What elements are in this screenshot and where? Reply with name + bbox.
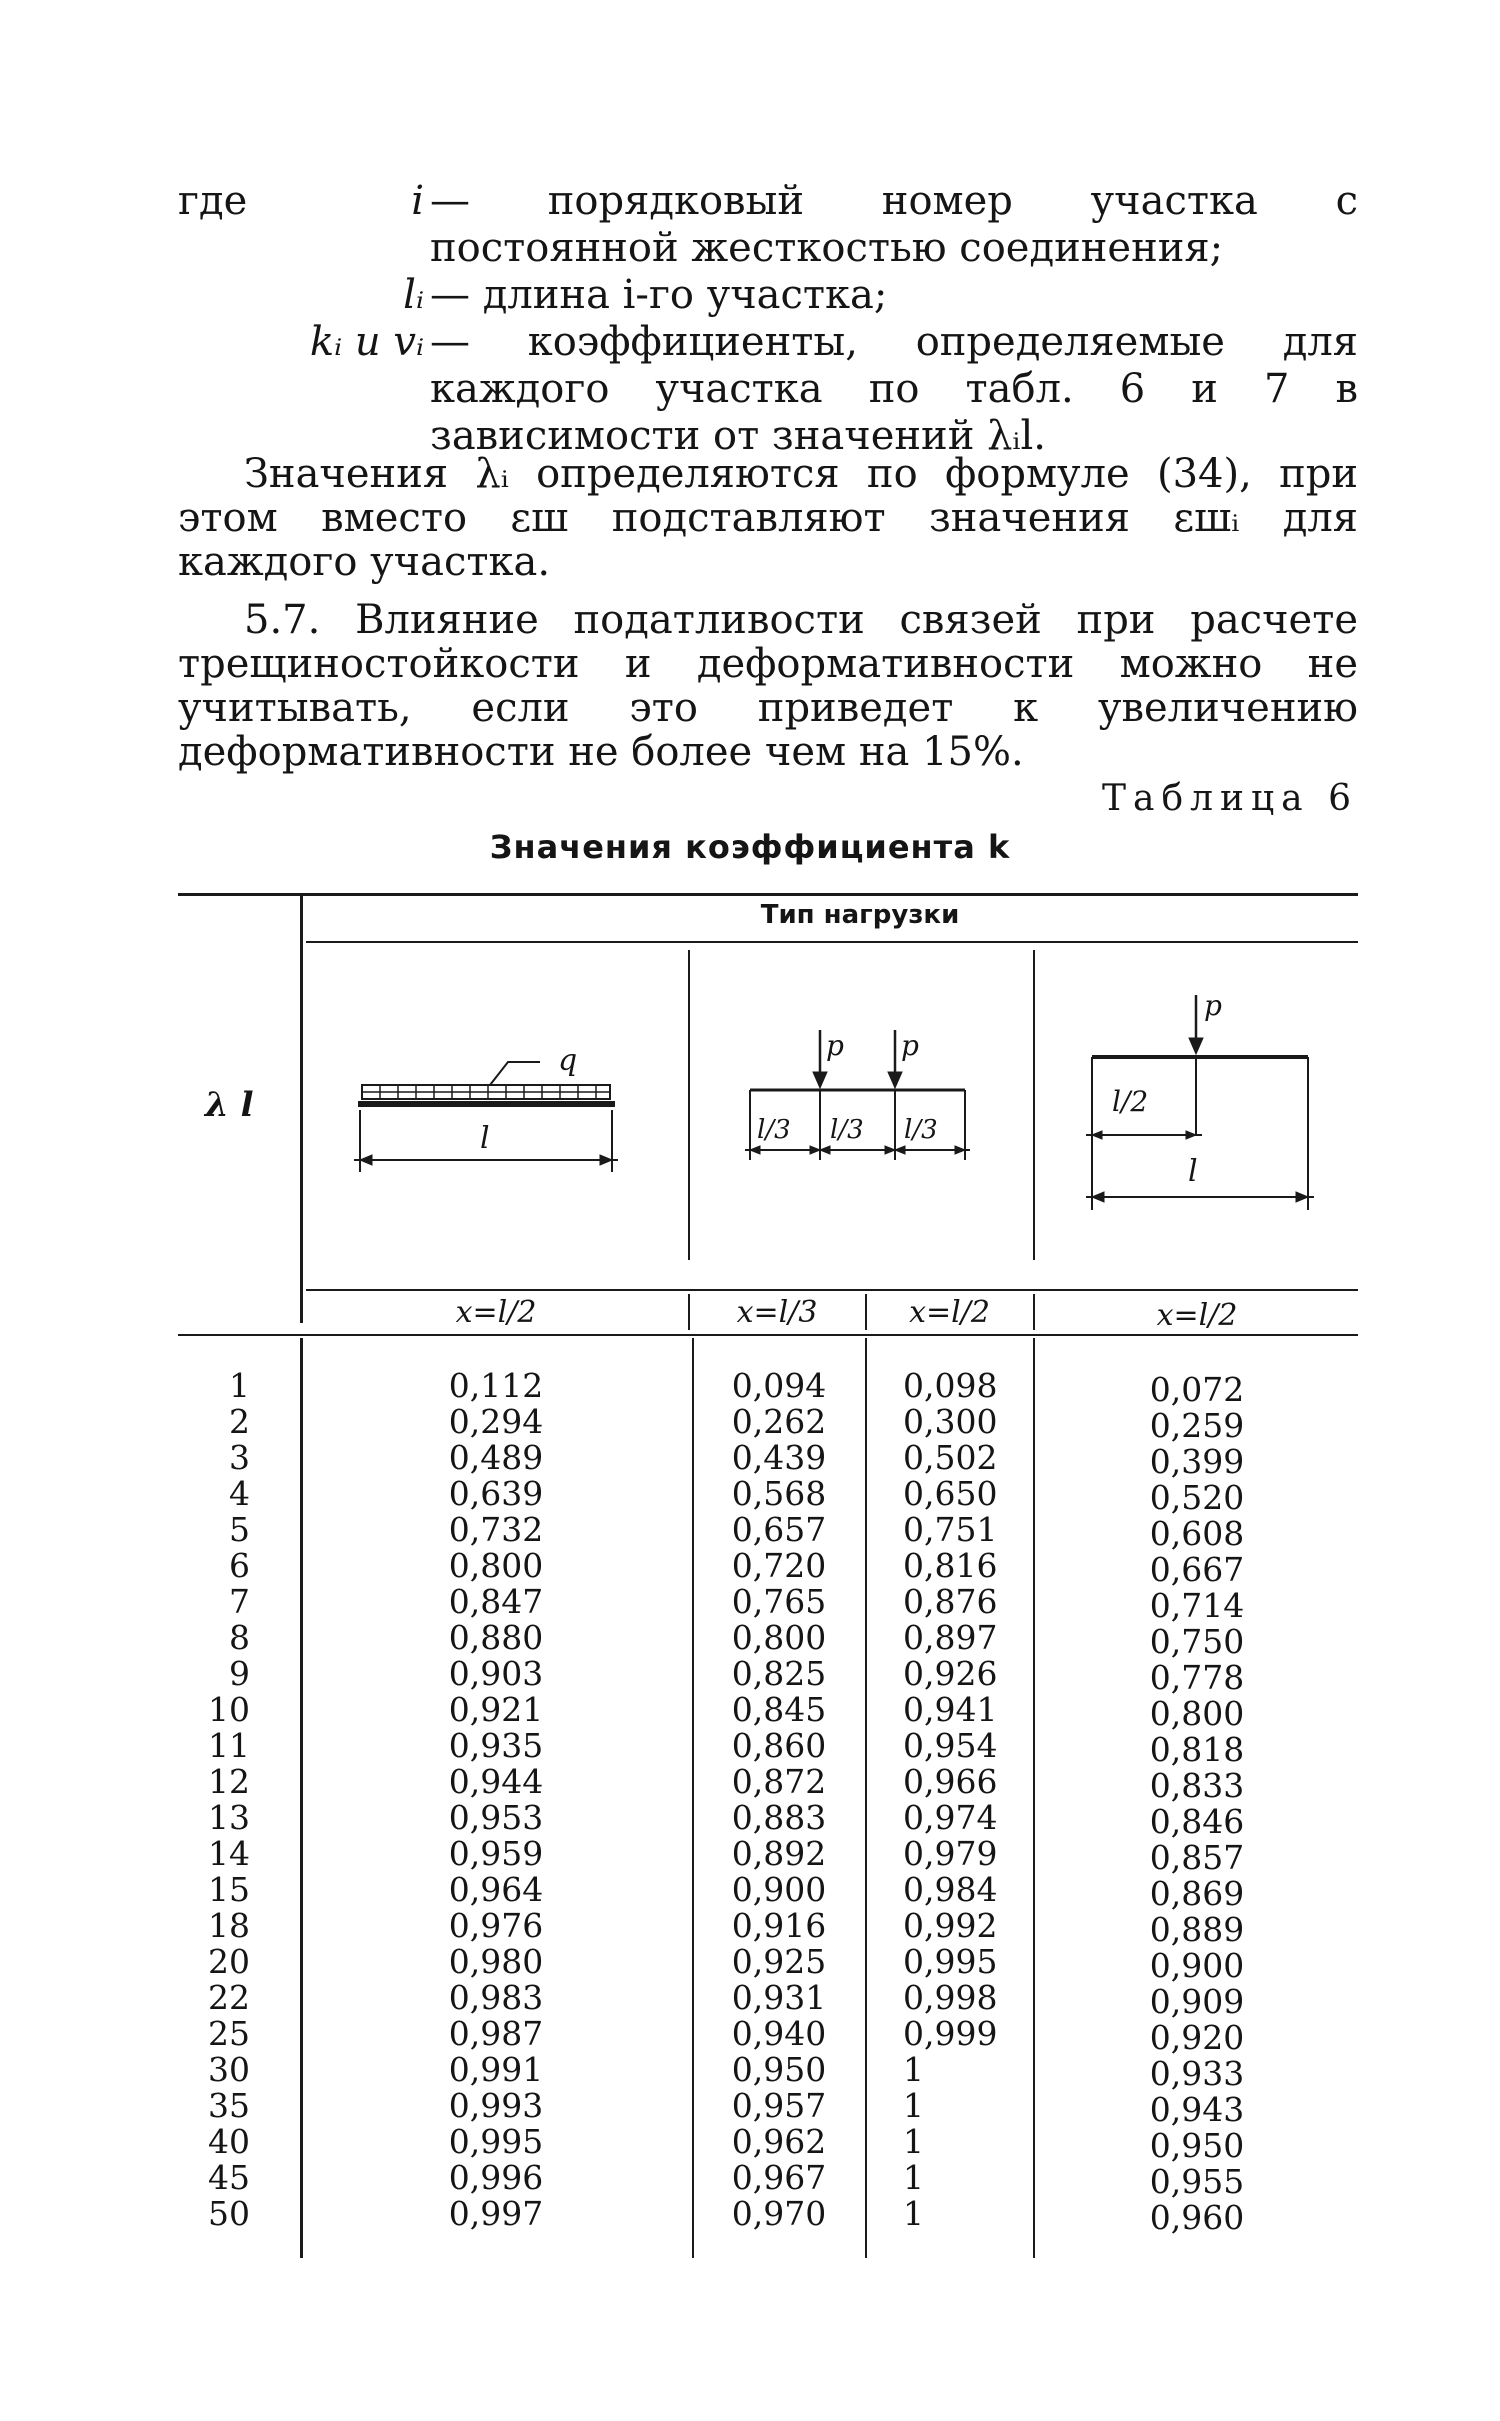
table-cell: 1: [903, 2050, 924, 2089]
table-cell: 0,657: [731, 1510, 827, 1549]
table-cell: 20: [208, 1942, 250, 1981]
table-cell: 0,979: [903, 1834, 998, 1873]
table-cell: 0,999: [903, 2014, 998, 2053]
definition-symbol: i: [411, 178, 424, 224]
table-cell: 0,439: [731, 1438, 827, 1477]
table-cell: 0,800: [448, 1546, 544, 1585]
half-span-label: l/2: [1112, 1085, 1149, 1118]
table-vline-col2: [692, 1338, 694, 2258]
definition-row: [178, 319, 1358, 460]
table-cell: 1: [903, 2158, 924, 2197]
table-cell: 1: [229, 1366, 250, 1405]
table-cell: 0,650: [903, 1474, 998, 1513]
segment-label: l/3: [830, 1115, 864, 1145]
k-column-uniform-load: [306, 1368, 686, 2232]
table-cell: 0,976: [448, 1906, 544, 1945]
table-cell: 7: [229, 1582, 250, 1621]
diagram-divider-1: [688, 950, 690, 1260]
table-cell: 0,980: [448, 1942, 544, 1981]
paragraph-5-7: 5.7. Влияние податливости связей при расчете трещиностойкости и деформативности можно не учитывать, если это приведет к увеличению деформативности не более чем на 15%.: [178, 597, 1358, 775]
table-cell: 0,943: [1149, 2090, 1245, 2129]
segment-label: l/3: [904, 1115, 938, 1145]
table-cell: 0,993: [448, 2086, 544, 2125]
load-p1-label: p: [826, 1029, 844, 1062]
table-cell: 0,502: [903, 1438, 998, 1477]
table-cell: 8: [229, 1618, 250, 1657]
table-cell: 0,926: [903, 1654, 998, 1693]
section-divider-2: [865, 1294, 867, 1330]
table-cell: 0,935: [448, 1726, 544, 1765]
table-cell: 0,872: [731, 1762, 827, 1801]
table-cell: 0,845: [731, 1690, 827, 1729]
k-column-two-loads-l3: [696, 1368, 862, 2232]
table-cell: 0,765: [731, 1582, 827, 1621]
table-cell: 0,860: [731, 1726, 827, 1765]
section-divider-1: [688, 1294, 690, 1330]
table-cell: 0,489: [448, 1438, 544, 1477]
table-cell: 5: [229, 1510, 250, 1549]
table-cell: 0,094: [731, 1366, 827, 1405]
definition-symbol: lᵢ: [403, 272, 424, 318]
definition-row: [178, 178, 1358, 272]
diagram-single-point-load: [1070, 975, 1350, 1225]
table-cell: 1: [903, 2194, 924, 2233]
table-cell: 0,995: [448, 2122, 544, 2161]
table-cell: 0,992: [903, 1906, 998, 1945]
table-cell: 0,880: [448, 1618, 544, 1657]
table-cell: 0,920: [1149, 2018, 1245, 2057]
load-p-label: p: [1204, 989, 1222, 1022]
lambda-l-header: λ l: [205, 1085, 254, 1125]
table-cell: 0,300: [903, 1402, 998, 1441]
table-cell: 0,960: [1149, 2198, 1245, 2237]
section-label: x=l/3: [736, 1295, 818, 1330]
table-cell: 0,966: [903, 1762, 998, 1801]
table-cell: 13: [208, 1798, 250, 1837]
table-cell: 0,955: [1149, 2162, 1245, 2201]
table-cell: 0,933: [1149, 2054, 1245, 2093]
table-cell: 0,892: [731, 1834, 827, 1873]
table-cell: 0,995: [903, 1942, 998, 1981]
table-cell: 0,568: [731, 1474, 827, 1513]
table-cell: 0,520: [1149, 1478, 1245, 1517]
table-cell: 0,800: [731, 1618, 827, 1657]
load-q-label: q: [558, 1043, 578, 1078]
diagram-uniform-load: [340, 1010, 640, 1210]
table-cell: 0,916: [731, 1906, 827, 1945]
table-header-bottom-rule: [178, 1334, 1358, 1336]
table-cell: 0,996: [448, 2158, 544, 2197]
table-cell: 0,857: [1149, 1838, 1245, 1877]
table-cell: 2: [229, 1402, 250, 1441]
definition-row: [178, 272, 1358, 319]
table-cell: 0,957: [731, 2086, 827, 2125]
table-cell: 11: [208, 1726, 250, 1765]
span-l-label: l: [480, 1121, 490, 1156]
table-cell: 1: [903, 2086, 924, 2125]
section-label: x=l/2: [909, 1295, 990, 1330]
table-cell: 0,991: [448, 2050, 544, 2089]
table-cell: 0,639: [448, 1474, 544, 1513]
table-cell: 0,714: [1149, 1586, 1245, 1625]
table-cell: 0,925: [731, 1942, 827, 1981]
table-cell: 0,608: [1149, 1514, 1245, 1553]
definition-text: — порядковый номер участка с постоянной жесткостью соединения;: [430, 178, 1358, 271]
section-label-rule-top: [306, 1289, 1358, 1291]
table-cell: 0,259: [1149, 1406, 1245, 1445]
table-cell: 0,667: [1149, 1550, 1245, 1589]
table-cell: 0,974: [903, 1798, 998, 1837]
table-cell: 0,869: [1149, 1874, 1245, 1913]
table-cell: 0,825: [731, 1654, 827, 1693]
table-cell: 0,262: [731, 1402, 827, 1441]
table-cell: 0,953: [448, 1798, 544, 1837]
table-number: Таблица 6: [1102, 778, 1358, 819]
table-title: Значения коэффициента k: [489, 828, 1011, 866]
table-cell: 0,112: [448, 1366, 544, 1405]
table-cell: 0,998: [903, 1978, 998, 2017]
table-vline-col3: [865, 1338, 867, 2258]
table-cell: 0,846: [1149, 1802, 1245, 1841]
table-cell: 0,720: [731, 1546, 827, 1585]
table-cell: 22: [208, 1978, 250, 2017]
diagram-two-point-loads: [720, 975, 1000, 1205]
table-cell: 0,997: [448, 2194, 544, 2233]
table-cell: 4: [229, 1474, 250, 1513]
lambda-l-column: [150, 1368, 250, 2232]
table-cell: 0,970: [731, 2194, 827, 2233]
segment-label: l/3: [757, 1115, 791, 1145]
table-cell: 0,816: [903, 1546, 998, 1585]
paragraph-lambda: Значения λᵢ определяются по формуле (34), при этом вместо εш подставляют значения εшᵢ для каждого участка.: [178, 451, 1358, 585]
table-cell: 30: [208, 2050, 250, 2089]
k-column-two-loads-l2: [903, 1368, 1031, 2232]
table-cell: 0,909: [1149, 1982, 1245, 2021]
definition-symbol: kᵢ и vᵢ: [309, 319, 424, 365]
table-cell: 0,903: [448, 1654, 544, 1693]
definition-prefix: где: [178, 178, 248, 224]
table-cell: 0,962: [731, 2122, 827, 2161]
table-cell: 0,950: [731, 2050, 827, 2089]
span-l-label: l: [1188, 1154, 1198, 1189]
table-cell: 0,984: [903, 1870, 998, 1909]
table-cell: 0,941: [903, 1690, 998, 1729]
table-cell: 6: [229, 1546, 250, 1585]
table-cell: 0,931: [731, 1978, 827, 2017]
table-cell: 0,751: [903, 1510, 998, 1549]
diagram-divider-2: [1033, 950, 1035, 1260]
load-p2-label: p: [901, 1029, 919, 1062]
section-divider-3: [1033, 1294, 1035, 1330]
table-cell: 0,072: [1149, 1370, 1245, 1409]
table-top-rule: [178, 893, 1358, 896]
table-cell: 3: [229, 1438, 250, 1477]
table-cell: 0,750: [1149, 1622, 1245, 1661]
table-cell: 0,876: [903, 1582, 998, 1621]
table-cell: 40: [208, 2122, 250, 2161]
table-cell: 0,921: [448, 1690, 544, 1729]
table-vline-header: [300, 893, 303, 1323]
table-cell: 0,940: [731, 2014, 827, 2053]
table-cell: 0,098: [903, 1366, 998, 1405]
table-cell: 15: [208, 1870, 250, 1909]
table-cell: 0,889: [1149, 1910, 1245, 1949]
table-cell: 18: [208, 1906, 250, 1945]
table-cell: 0,959: [448, 1834, 544, 1873]
table-cell: 45: [208, 2158, 250, 2197]
table-cell: 9: [229, 1654, 250, 1693]
table-cell: 0,800: [1149, 1694, 1245, 1733]
section-label: x=l/2: [455, 1295, 537, 1330]
definition-text: — коэффициенты, определяемые для каждого участка по табл. 6 и 7 в зависимости от значений λᵢl.: [430, 319, 1358, 459]
section-label: x=l/2: [1156, 1298, 1238, 1333]
table-cell: 0,964: [448, 1870, 544, 1909]
table-cell: 0,294: [448, 1402, 544, 1441]
table-cell: 50: [208, 2194, 250, 2233]
table-vline-col4: [1033, 1338, 1035, 2258]
table-cell: 0,778: [1149, 1658, 1245, 1697]
table-cell: 0,883: [731, 1798, 827, 1837]
table-cell: 0,954: [903, 1726, 998, 1765]
k-column-single-load: [1036, 1372, 1358, 2236]
definitions-list: [178, 178, 1358, 460]
table-cell: 0,900: [731, 1870, 827, 1909]
table-cell: 0,950: [1149, 2126, 1245, 2165]
table-cell: 12: [208, 1762, 250, 1801]
table-vline-body: [300, 1338, 303, 2258]
table-cell: 1: [903, 2122, 924, 2161]
table-cell: 0,900: [1149, 1946, 1245, 1985]
table-cell: 0,847: [448, 1582, 544, 1621]
table-cell: 0,833: [1149, 1766, 1245, 1805]
table-cell: 25: [208, 2014, 250, 2053]
table-cell: 0,983: [448, 1978, 544, 2017]
table-cell: 14: [208, 1834, 250, 1873]
table-cell: 0,897: [903, 1618, 998, 1657]
table-cell: 35: [208, 2086, 250, 2125]
table-cell: 0,967: [731, 2158, 827, 2197]
table-cell: 0,399: [1149, 1442, 1245, 1481]
load-type-rule: [306, 941, 1358, 943]
load-type-header: Тип нагрузки: [760, 900, 960, 930]
definition-text: — длина i-го участка;: [430, 272, 888, 318]
table-cell: 0,944: [448, 1762, 544, 1801]
table-cell: 0,987: [448, 2014, 544, 2053]
table-cell: 0,818: [1149, 1730, 1245, 1769]
table-cell: 0,732: [448, 1510, 544, 1549]
table-cell: 10: [208, 1690, 250, 1729]
